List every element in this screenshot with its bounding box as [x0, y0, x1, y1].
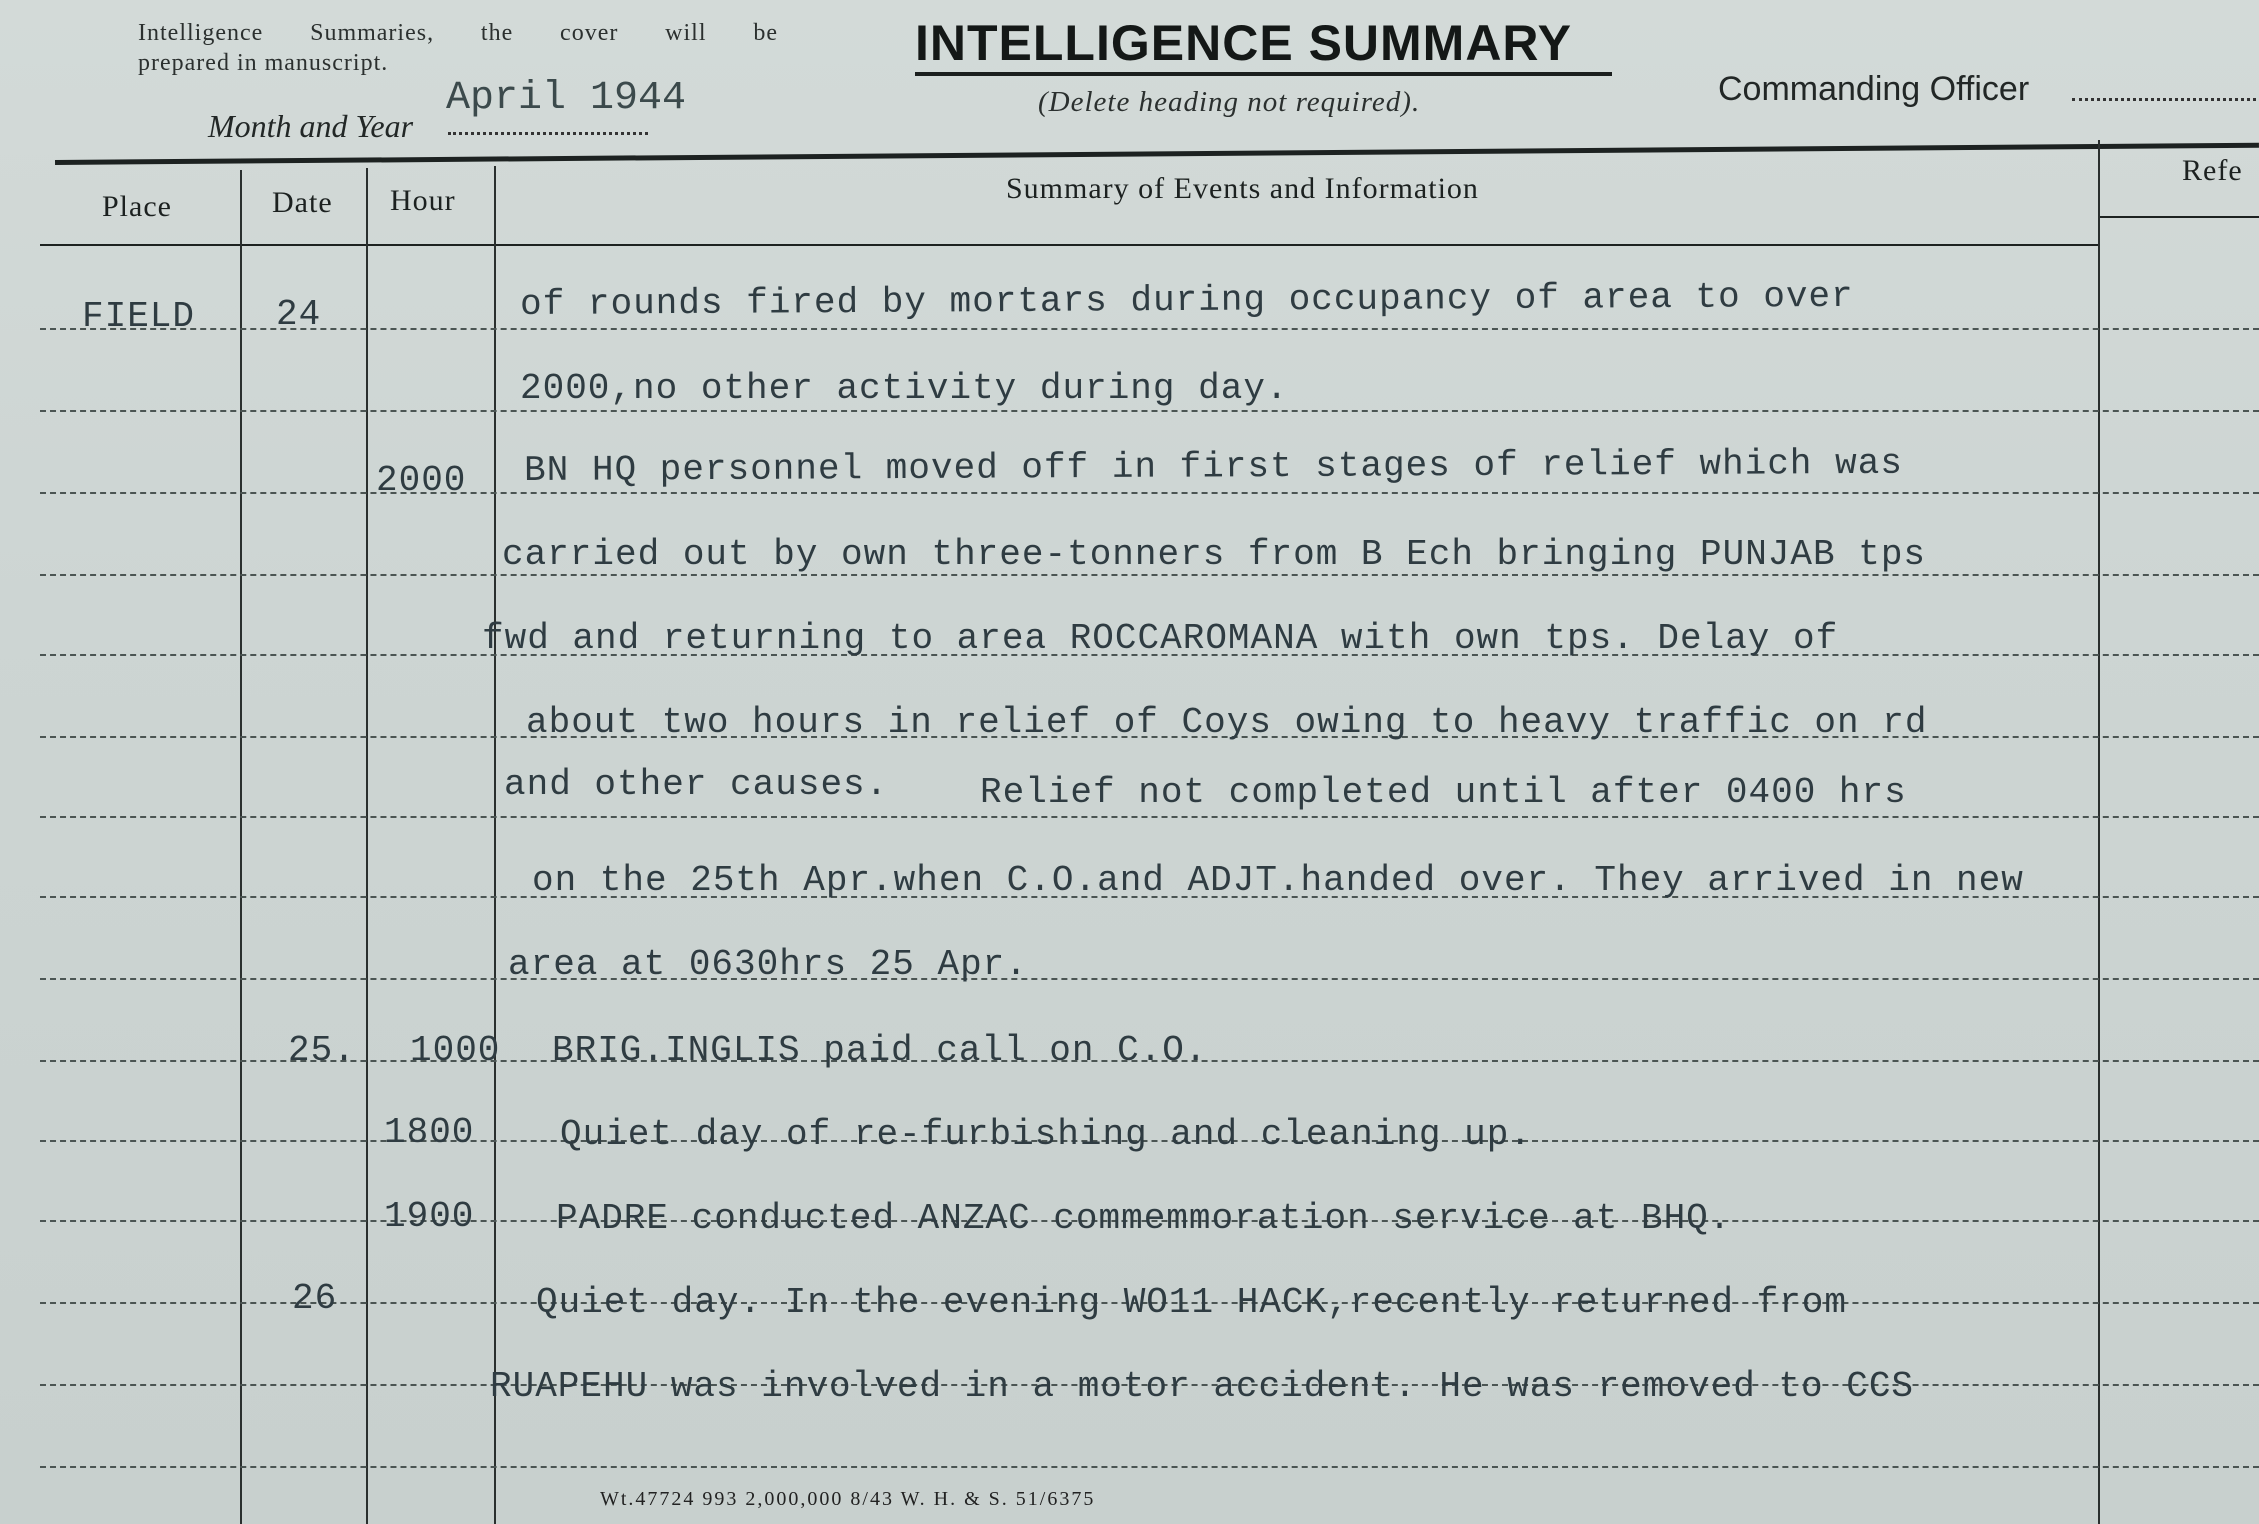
ruled-line: [40, 492, 2259, 494]
column-header-date: Date: [272, 186, 333, 219]
place-column-divider: [240, 170, 242, 1524]
summary-line: Quiet day. In the evening WO11 HACK,recently returned from: [536, 1282, 1848, 1323]
column-header-hour: Hour: [390, 184, 456, 217]
summary-line: Relief not completed until after 0400 hrs: [980, 772, 1907, 813]
delete-heading-note: (Delete heading not required).: [1038, 86, 1421, 118]
cover-instructions: [138, 18, 778, 78]
date-entry-24: 24: [276, 294, 322, 335]
ruled-line: [40, 1466, 2259, 1468]
summary-line: about two hours in relief of Coys owing to heavy traffic on rd: [526, 702, 1928, 743]
ruled-line: [40, 328, 2259, 330]
summary-line: and other causes.: [504, 764, 889, 805]
summary-line: area at 0630hrs 25 Apr.: [508, 944, 1028, 985]
summary-line: BRIG.INGLIS paid call on C.O.: [552, 1030, 1208, 1071]
column-header-references: Refe: [2182, 154, 2243, 187]
month-year-dotted-line: [448, 132, 648, 135]
ruled-line: [40, 816, 2259, 818]
summary-line: 2000,no other activity during day.: [520, 368, 1289, 409]
commanding-officer-dotted-line: [2072, 98, 2259, 101]
date-column-divider: [366, 168, 368, 1524]
cover-instructions-line-1: Intelligence Summaries, the cover will be: [138, 20, 778, 46]
ruled-line: [40, 410, 2259, 412]
date-entry-25: 25.: [288, 1030, 356, 1071]
commanding-officer-label: Commanding Officer: [1718, 70, 2030, 108]
summary-line: of rounds fired by mortars during occupancy of area to over: [520, 275, 1854, 325]
summary-line: carried out by own three-tonners from B Ech bringing PUNJAB tps: [502, 534, 1927, 575]
cover-instructions-line-2: prepared in manuscript.: [138, 50, 389, 76]
table-top-rule: [55, 143, 2259, 165]
summary-line: fwd and returning to area ROCCAROMANA with own tps. Delay of: [482, 618, 1839, 659]
references-header-rule: [2100, 216, 2259, 218]
month-year-label: Month and Year: [208, 108, 414, 144]
hour-entry-1000: 1000: [410, 1030, 501, 1071]
hour-entry-1800: 1800: [384, 1112, 475, 1153]
form-print-code: Wt.47724 993 2,000,000 8/43 W. H. & S. 51/6375: [600, 1488, 1096, 1510]
column-header-summary: Summary of Events and Information: [1006, 172, 1479, 205]
form-title: INTELLIGENCE SUMMARY: [915, 14, 1612, 76]
ruled-line: [40, 978, 2259, 980]
references-column-divider: [2098, 140, 2100, 1524]
hour-entry-2000: 2000: [376, 460, 467, 501]
summary-line: RUAPEHU was involved in a motor accident. He was removed to CCS: [490, 1366, 1915, 1407]
header-bottom-rule: [40, 244, 2100, 246]
summary-line: BN HQ personnel moved off in first stages of relief which was: [524, 442, 1904, 491]
column-header-place: Place: [102, 190, 172, 223]
date-entry-26: 26: [292, 1278, 338, 1319]
hour-entry-1900: 1900: [384, 1196, 475, 1237]
month-year-value: April 1944: [446, 76, 687, 121]
summary-line: on the 25th Apr.when C.O.and ADJT.handed over. They arrived in new: [532, 860, 2024, 901]
summary-line: Quiet day of re-furbishing and cleaning up.: [560, 1114, 1532, 1155]
hour-column-divider: [494, 166, 496, 1524]
summary-line: PADRE conducted ANZAC commemmoration service at BHQ.: [556, 1198, 1732, 1239]
place-entry-field: FIELD: [82, 296, 196, 337]
